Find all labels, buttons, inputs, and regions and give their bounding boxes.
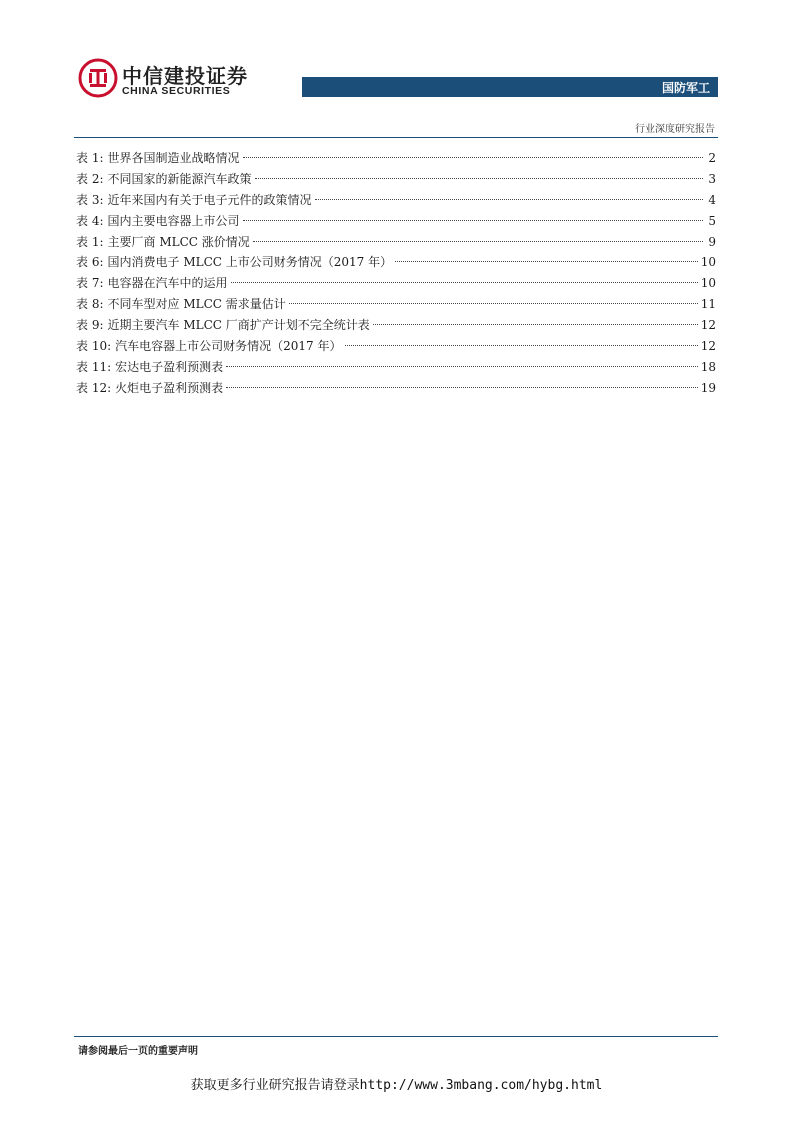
toc-entry-page: 10 xyxy=(700,276,716,291)
toc-entry-label: 表 6: xyxy=(76,255,104,270)
toc-entry-label: 表 10: xyxy=(76,339,112,354)
toc-dot-leader xyxy=(243,157,703,158)
toc-entry[interactable] xyxy=(76,148,716,169)
toc-dot-leader xyxy=(395,261,698,262)
footer-divider xyxy=(74,1036,718,1037)
report-type: 行业深度研究报告 xyxy=(635,124,715,135)
toc-entry[interactable] xyxy=(76,315,716,336)
disclaimer-note: 请参阅最后一页的重要声明 xyxy=(78,1046,198,1057)
toc-entry-page: 3 xyxy=(708,171,716,186)
section-label: 国防军工 xyxy=(661,81,710,95)
toc-entry-page: 18 xyxy=(700,359,716,374)
toc-dot-leader xyxy=(231,282,698,283)
toc-entry-label: 表 8: xyxy=(76,297,104,312)
toc-entry-label: 表 1: xyxy=(76,151,104,165)
toc-dot-leader xyxy=(289,303,698,304)
toc-entry[interactable] xyxy=(76,357,716,378)
toc-dot-leader xyxy=(226,366,698,367)
toc-entry-label: 表 1: xyxy=(76,234,104,249)
header-divider xyxy=(74,137,718,138)
toc-entry-title: 不同车型对应 MLCC 需求量估计 xyxy=(107,297,286,312)
toc-entry-title: 火炬电子盈利预测表 xyxy=(115,380,224,395)
toc-dot-leader xyxy=(226,387,698,388)
toc-entry-label: 表 4: xyxy=(76,213,104,228)
toc-entry-title: 国内主要电容器上市公司 xyxy=(107,213,240,228)
toc-entry-title: 汽车电容器上市公司财务情况（2017 年） xyxy=(115,339,342,354)
toc-entry-page: 12 xyxy=(700,339,716,354)
toc-dot-leader xyxy=(243,220,703,221)
toc-entry-page: 4 xyxy=(708,192,716,207)
toc-dot-leader xyxy=(253,241,703,242)
company-logo xyxy=(78,58,253,102)
toc-entry-title: 国内消费电子 MLCC 上市公司财务情况（2017 年） xyxy=(107,255,393,270)
toc-entry-label: 表 7: xyxy=(76,276,104,291)
header-bar xyxy=(302,77,718,97)
toc-entry-page: 12 xyxy=(700,318,716,333)
toc-entry-page: 2 xyxy=(708,151,716,165)
toc-entry-title: 近期主要汽车 MLCC 厂商扩产计划不完全统计表 xyxy=(107,318,370,333)
toc-entry-label: 表 12: xyxy=(76,380,112,395)
toc-entry[interactable] xyxy=(76,252,716,273)
logo-english-name: CHINA SECURITIES xyxy=(122,85,231,97)
logo-chinese-name: 中信建投证券 xyxy=(122,64,248,88)
table-of-tables xyxy=(76,148,716,399)
toc-dot-leader xyxy=(373,324,698,325)
toc-entry-title: 不同国家的新能源汽车政策 xyxy=(107,171,252,186)
toc-entry-title: 近年来国内有关于电子元件的政策情况 xyxy=(107,192,312,207)
toc-entry-label: 表 9: xyxy=(76,318,104,333)
toc-entry[interactable] xyxy=(76,211,716,232)
download-link[interactable]: 获取更多行业研究报告请登录http://www.3mbang.com/hybg.html xyxy=(190,1078,603,1093)
citic-logo-icon xyxy=(78,58,118,98)
toc-entry-page: 10 xyxy=(700,255,716,270)
toc-entry[interactable] xyxy=(76,378,716,399)
toc-dot-leader xyxy=(315,199,703,200)
toc-entry-page: 5 xyxy=(708,213,716,228)
toc-entry-title: 主要厂商 MLCC 涨价情况 xyxy=(107,234,250,249)
toc-entry-label: 表 3: xyxy=(76,192,104,207)
toc-dot-leader xyxy=(255,178,703,179)
toc-entry-page: 19 xyxy=(700,380,716,395)
toc-entry-title: 世界各国制造业战略情况 xyxy=(107,151,240,165)
toc-entry-label: 表 2: xyxy=(76,171,104,186)
toc-entry[interactable] xyxy=(76,294,716,315)
toc-entry-title: 宏达电子盈利预测表 xyxy=(115,359,224,374)
toc-entry[interactable] xyxy=(76,336,716,357)
toc-entry[interactable] xyxy=(76,232,716,253)
toc-dot-leader xyxy=(345,345,698,346)
toc-entry-title: 电容器在汽车中的运用 xyxy=(107,276,228,291)
toc-entry[interactable] xyxy=(76,190,716,211)
toc-entry-page: 9 xyxy=(708,234,716,249)
toc-entry[interactable] xyxy=(76,169,716,190)
toc-entry[interactable] xyxy=(76,273,716,294)
toc-entry-page: 11 xyxy=(700,297,716,312)
toc-entry-label: 表 11: xyxy=(76,359,112,374)
